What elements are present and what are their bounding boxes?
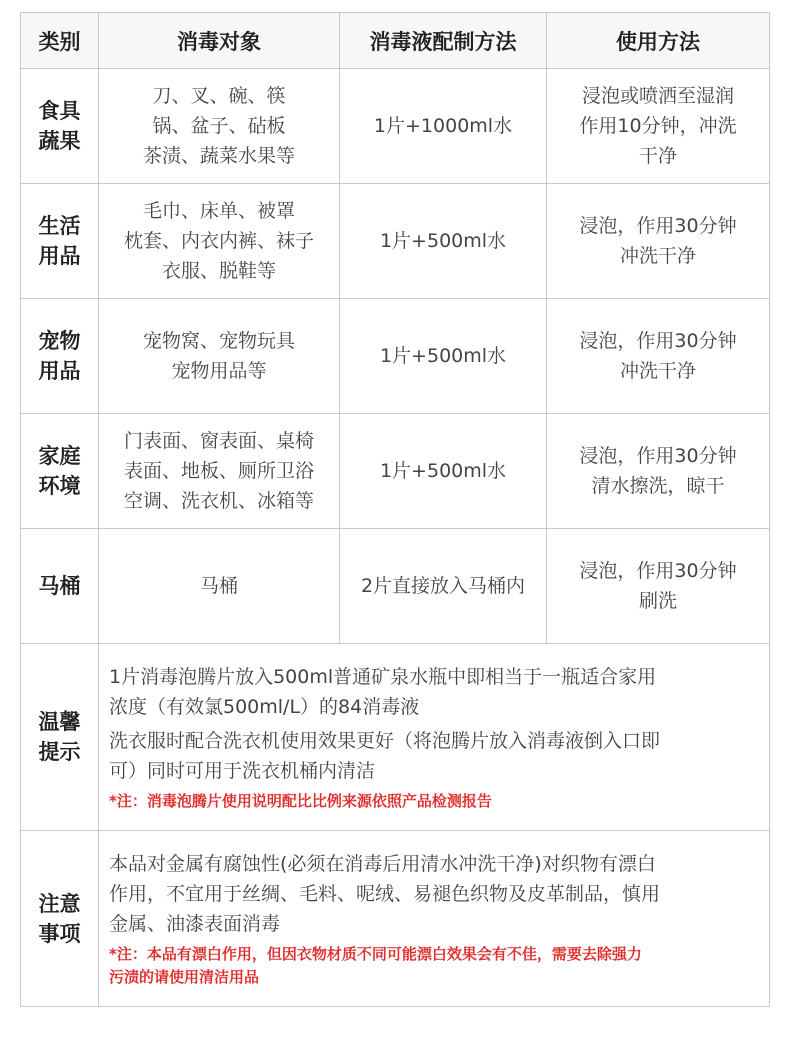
table-row [20,69,770,184]
method-cell: 2片直接放入马桶内 [340,529,547,643]
table-header [20,12,770,69]
table-row [20,299,770,414]
method-cell: 1片+500ml水 [340,414,547,528]
objects-cell: 毛巾、床单、被罩 枕套、内衣内裤、袜子 衣服、脱鞋等 [99,184,340,298]
caution-content [99,831,769,1006]
tips-content [99,644,769,830]
objects-cell: 马桶 [99,529,340,643]
table-row [20,529,770,644]
disinfection-table [20,12,770,1007]
method-cell: 1片+500ml水 [340,184,547,298]
tips-label: 温馨 提示 [21,644,99,830]
usage-cell: 浸泡，作用30分钟 冲洗干净 [579,330,737,382]
method-cell: 1片+1000ml水 [340,69,547,183]
caution-paragraph: 本品对金属有腐蚀性(必须在消毒后用清水冲洗干净)对织物有漂白 作用，不宜用于丝绸、毛料、呢绒、易褪色织物及皮革制品，慎用 金属、油漆表面消毒 [109,852,661,935]
usage-cell: 浸泡，作用30分钟 冲洗干净 [579,215,737,267]
usage-cell: 浸泡，作用30分钟 清水擦洗，晾干 [579,445,737,497]
table-row [20,184,770,299]
header-method: 消毒液配制方法 [340,13,547,68]
objects-cell: 门表面、窗表面、桌椅 表面、地板、厕所卫浴 空调、洗衣机、冰箱等 [99,414,340,528]
category-cell: 食具 蔬果 [21,69,99,183]
tips-red-note: *注：消毒泡腾片使用说明配比比例来源依照产品检测报告 [109,791,492,810]
header-usage: 使用方法 [547,13,769,68]
objects-cell: 宠物窝、宠物玩具 宠物用品等 [99,299,340,413]
category-cell: 家庭 环境 [21,414,99,528]
caution-row [20,831,770,1007]
method-cell: 1片+500ml水 [340,299,547,413]
category-cell: 马桶 [21,529,99,643]
usage-cell: 浸泡或喷洒至湿润 作用10分钟，冲洗 干净 [579,85,737,167]
table-row [20,414,770,529]
category-cell: 宠物 用品 [21,299,99,413]
usage-cell: 浸泡，作用30分钟 刷洗 [579,560,737,612]
tips-row [20,644,770,831]
caution-red-note: *注：本品有漂白作用，但因衣物材质不同可能漂白效果会有不佳，需要去除强力 污渍的请使用清洁用品 [109,944,642,986]
category-cell: 生活 用品 [21,184,99,298]
objects-cell: 刀、叉、碗、筷 锅、盆子、砧板 茶渍、蔬菜水果等 [99,69,340,183]
tips-paragraph-1: 1片消毒泡腾片放入500ml普通矿泉水瓶中即相当于一瓶适合家用 浓度（有效氯500ml/L）的84消毒液 [109,665,657,718]
header-objects: 消毒对象 [99,13,340,68]
tips-paragraph-2: 洗衣服时配合洗衣机使用效果更好（将泡腾片放入消毒液倒入口即 可）同时可用于洗衣机桶内清洁 [109,729,661,782]
caution-label: 注意 事项 [21,831,99,1006]
header-category: 类别 [21,13,99,68]
